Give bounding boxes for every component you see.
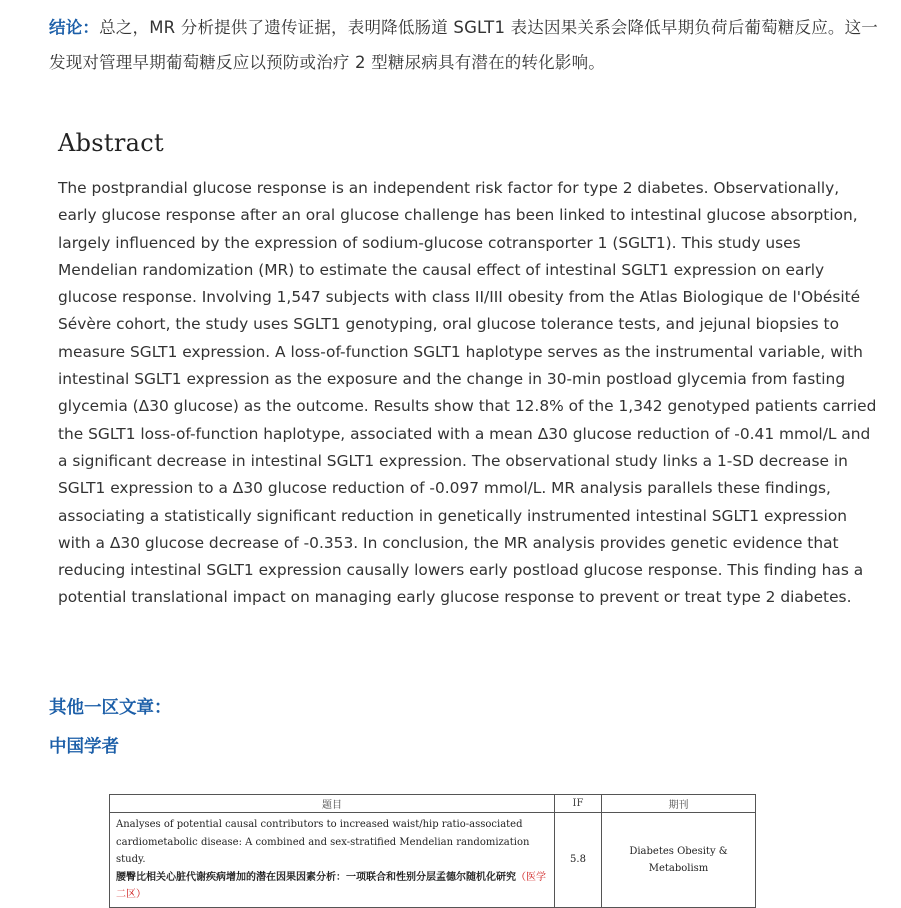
article-tier-badge: （医学二区） [116, 871, 546, 900]
article-if-cell: 5.8 [555, 813, 602, 908]
articles-table [109, 794, 756, 908]
article-title-cell [110, 813, 555, 908]
table-header-row [110, 795, 756, 813]
article-title-en: Analyses of potential causal contributors to increased waist/hip ratio-associated cardiometabolic disease: A combined and sex-stratified Mendelian randomization study. [116, 819, 530, 865]
header-title: 题目 [110, 795, 555, 813]
table-row [110, 813, 756, 908]
article-journal-cell: Diabetes Obesity & Metabolism [602, 813, 756, 908]
chinese-scholars-heading: 中国学者 [49, 737, 119, 757]
other-articles-heading: 其他一区文章： [49, 698, 172, 718]
header-journal: 期刊 [602, 795, 756, 813]
header-if: IF [555, 795, 602, 813]
conclusion-text: 总之，MR 分析提供了遗传证据，表明降低肠道 SGLT1 表达因果关系会降低早期负荷后葡萄糖反应。这一发现对管理早期葡萄糖反应以预防或治疗 2 型糖尿病具有潜在的转化影响。 [49, 18, 879, 72]
abstract-section [58, 126, 880, 612]
conclusion-paragraph [49, 10, 884, 80]
abstract-title: Abstract [58, 129, 164, 157]
conclusion-label: 结论： [49, 18, 100, 37]
article-title-cn: 腰臀比相关心脏代谢疾病增加的潜在因果因素分析：一项联合和性别分层孟德尔随机化研究 [116, 871, 516, 883]
abstract-text: The postprandial glucose response is an independent risk factor for type 2 diabetes. Observationally, early glucose response after an oral glucose challenge has been linked to intestinal glucose absorption, largely influenced by the expression of sodium-glucose cotransporter 1 (SGLT1). This study uses Mendelian randomization (MR) to estimate the causal effect of intestinal SGLT1 expression on early glucose response. Involving 1,547 subjects with class II/III obesity from the Atlas Biologique de l'Obésité Sévère cohort, the study uses SGLT1 genotyping, oral glucose tolerance tests, and jejunal biopsies to measure SGLT1 expression. A loss-of-function SGLT1 haplotype serves as the instrumental variable, with intestinal SGLT1 expression as the exposure and the change in 30-min postload glycemia from fasting glycemia (Δ30 glucose) as the outcome. Results show that 12.8% of the 1,342 genotyped patients carried the SGLT1 loss-of-function haplotype, associated with a mean Δ30 glucose reduction of -0.41 mmol/L and a significant decrease in intestinal SGLT1 expression. The observational study links a 1-SD decrease in SGLT1 expression to a Δ30 glucose reduction of -0.097 mmol/L. MR analysis parallels these findings, associating a statistically significant reduction in genetically instrumented intestinal SGLT1 expression with a Δ30 glucose decrease of -0.353. In conclusion, the MR analysis provides genetic evidence that reducing intestinal SGLT1 expression causally lowers early postload glucose response. This finding has a potential translational impact on managing early glucose response to prevent or treat type 2 diabetes. [58, 179, 877, 607]
